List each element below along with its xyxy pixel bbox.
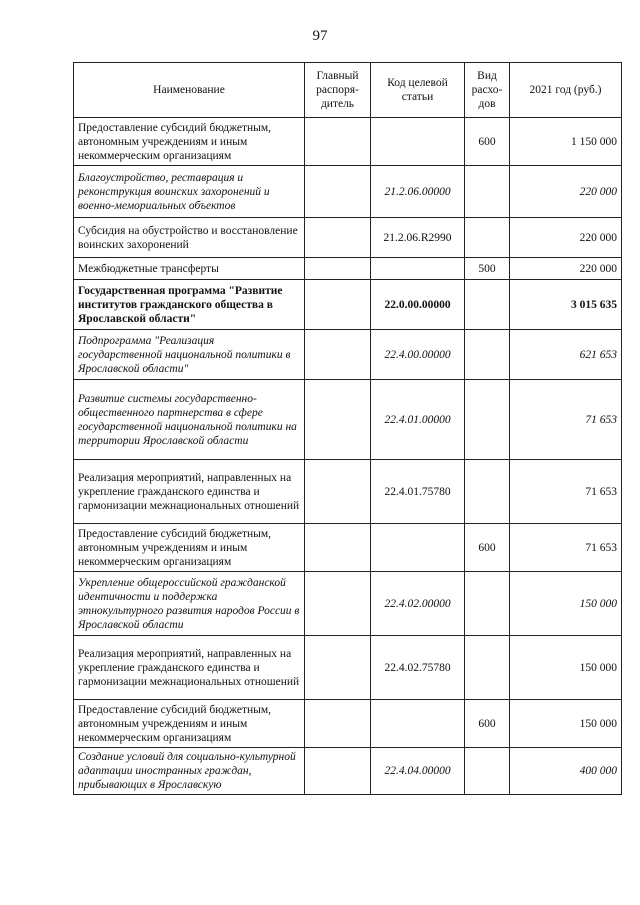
cell-target-code: 22.4.04.00000 [371,748,465,795]
cell-name: Предоставление субсидий бюджетным, автономным учреждениям и иным некоммерческим организациям [74,118,305,166]
table-row [74,572,622,636]
cell-target-code [371,258,465,280]
table-row [74,700,622,748]
header-expense-type: Вид расхо-дов [465,63,510,118]
cell-administrator [305,636,371,700]
cell-amount: 621 653 [510,330,622,380]
cell-expense-type [465,748,510,795]
cell-target-code: 22.4.01.75780 [371,460,465,524]
table-row [74,118,622,166]
cell-amount: 220 000 [510,258,622,280]
cell-name: Реализация мероприятий, направленных на укрепление гражданского единства и гармонизации межнациональных отношений [74,460,305,524]
table-header [74,63,622,118]
cell-expense-type [465,280,510,330]
cell-administrator [305,700,371,748]
cell-name: Реализация мероприятий, направленных на укрепление гражданского единства и гармонизации межнациональных отношений [74,636,305,700]
cell-name: Предоставление субсидий бюджетным, автономным учреждениям и иным некоммерческим организациям [74,700,305,748]
cell-administrator [305,380,371,460]
cell-expense-type [465,572,510,636]
cell-expense-type [465,380,510,460]
cell-administrator [305,166,371,218]
table-row [74,748,622,795]
cell-expense-type [465,166,510,218]
cell-target-code: 22.4.02.00000 [371,572,465,636]
cell-target-code: 22.4.00.00000 [371,330,465,380]
cell-administrator [305,460,371,524]
cell-amount: 1 150 000 [510,118,622,166]
cell-administrator [305,218,371,258]
cell-administrator [305,258,371,280]
header-name: Наименование [74,63,305,118]
cell-amount: 220 000 [510,218,622,258]
header-amount-2021: 2021 год (руб.) [510,63,622,118]
cell-target-code [371,524,465,572]
cell-target-code [371,700,465,748]
cell-expense-type [465,460,510,524]
cell-administrator [305,524,371,572]
cell-name: Межбюджетные трансферты [74,258,305,280]
table-row [74,280,622,330]
cell-amount: 150 000 [510,636,622,700]
cell-name: Субсидия на обустройство и восстановление воинских захоронений [74,218,305,258]
table-row [74,380,622,460]
cell-expense-type [465,330,510,380]
table-row [74,460,622,524]
cell-expense-type [465,636,510,700]
table-row [74,636,622,700]
cell-expense-type: 600 [465,524,510,572]
budget-table [73,62,622,795]
cell-target-code [371,118,465,166]
header-administrator: Главный распоря-дитель [305,63,371,118]
cell-expense-type: 600 [465,118,510,166]
cell-expense-type: 500 [465,258,510,280]
cell-amount: 71 653 [510,380,622,460]
table-row [74,166,622,218]
cell-name: Подпрограмма "Реализация государственной национальной политики в Ярославской области" [74,330,305,380]
cell-name: Укрепление общероссийской гражданской идентичности и поддержка этнокультурного развития народов России в Ярославской области [74,572,305,636]
cell-amount: 150 000 [510,572,622,636]
cell-name: Развитие системы государственно-общественного партнерства в сфере государственной национальной политики на территории Ярославской области [74,380,305,460]
cell-name: Благоустройство, реставрация и реконструкция воинских захоронений и военно-мемориальных объектов [74,166,305,218]
cell-administrator [305,572,371,636]
cell-amount: 71 653 [510,524,622,572]
header-target-code: Код целевой статьи [371,63,465,118]
table-row [74,258,622,280]
cell-target-code: 22.4.01.00000 [371,380,465,460]
cell-administrator [305,748,371,795]
cell-expense-type: 600 [465,700,510,748]
cell-administrator [305,330,371,380]
cell-administrator [305,280,371,330]
cell-target-code: 22.0.00.00000 [371,280,465,330]
cell-name: Создание условий для социально-культурной адаптации иностранных граждан, прибывающих в Ярославскую [74,748,305,795]
header-row [74,63,622,118]
cell-target-code: 22.4.02.75780 [371,636,465,700]
cell-amount: 3 015 635 [510,280,622,330]
cell-expense-type [465,218,510,258]
table-row [74,218,622,258]
cell-target-code: 21.2.06.R2990 [371,218,465,258]
cell-amount: 220 000 [510,166,622,218]
cell-target-code: 21.2.06.00000 [371,166,465,218]
cell-amount: 71 653 [510,460,622,524]
table-row [74,524,622,572]
page-number: 97 [312,28,328,44]
cell-amount: 400 000 [510,748,622,795]
table-row [74,330,622,380]
table-body [74,118,622,795]
cell-name: Государственная программа "Развитие институтов гражданского общества в Ярославской области" [74,280,305,330]
cell-amount: 150 000 [510,700,622,748]
cell-administrator [305,118,371,166]
cell-name: Предоставление субсидий бюджетным, автономным учреждениям и иным некоммерческим организациям [74,524,305,572]
